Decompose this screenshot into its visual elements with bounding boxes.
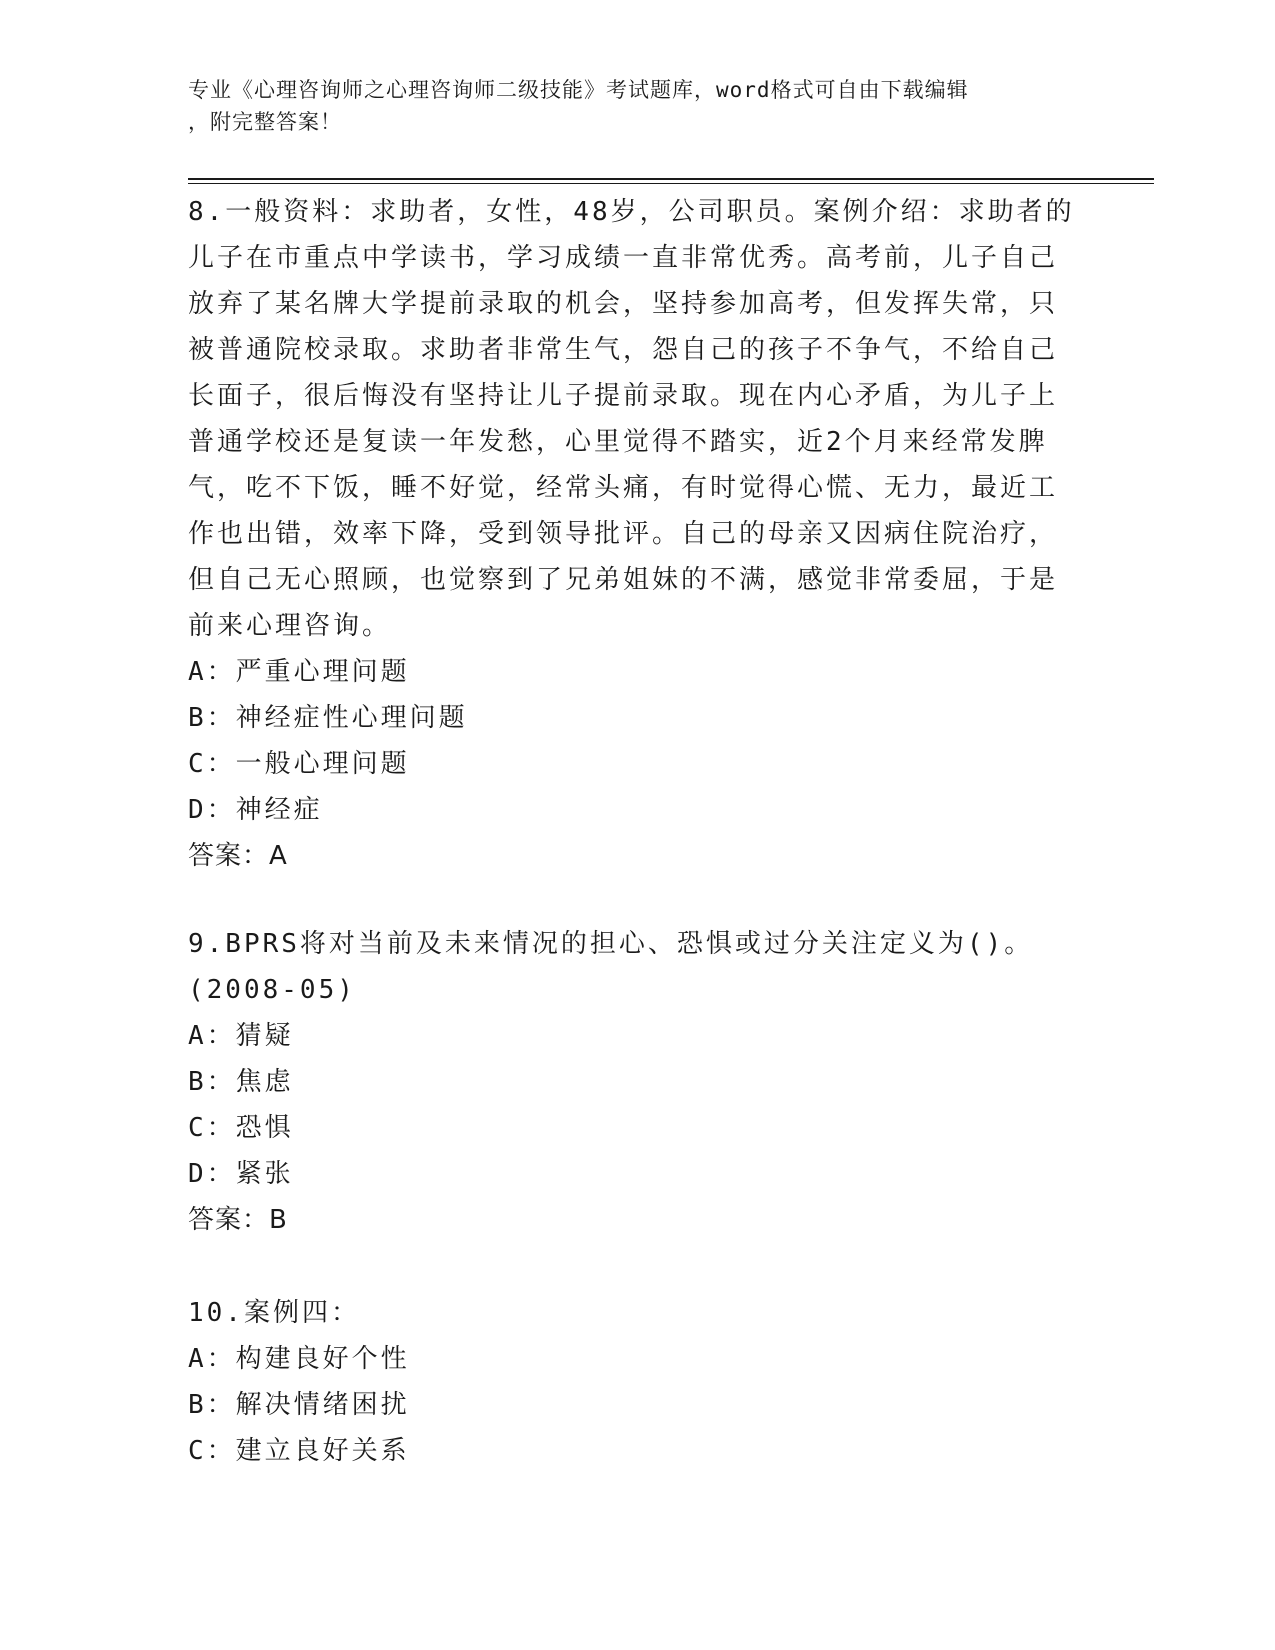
question-text-line: 放弃了某名牌大学提前录取的机会，坚持参加高考，但发挥失常，只 [188, 289, 1059, 319]
option-c: C：恐惧 [188, 1113, 294, 1143]
question-text-line: 前来心理咨询。 [188, 611, 392, 641]
answer-label: 答案：B [188, 1205, 288, 1235]
question-text-line: (2008-05) [188, 975, 356, 1005]
question-text-line: 气，吃不下饭，睡不好觉，经常头痛，有时觉得心慌、无力，最近工 [188, 473, 1059, 503]
header-rule-thick [188, 178, 1154, 180]
option-a: A：猜疑 [188, 1021, 294, 1051]
question-text-line: 8.一般资料：求助者，女性，48岁，公司职员。案例介绍：求助者的 [188, 197, 1075, 227]
option-c: C：建立良好关系 [188, 1436, 410, 1466]
question-text-line: 但自己无心照顾，也觉察到了兄弟姐妹的不满，感觉非常委屈，于是 [188, 565, 1059, 595]
option-a: A：构建良好个性 [188, 1344, 410, 1374]
question-text-line: 长面子，很后悔没有坚持让儿子提前录取。现在内心矛盾，为儿子上 [188, 381, 1059, 411]
header-rule-thin [188, 183, 1154, 184]
option-d: D：神经症 [188, 795, 323, 825]
option-d: D：紧张 [188, 1159, 294, 1189]
answer-label: 答案：A [188, 841, 288, 871]
option-b: B：神经症性心理问题 [188, 703, 468, 733]
document-header [188, 74, 1068, 138]
question-8 [188, 189, 1075, 879]
header-line: 专业《心理咨询师之心理咨询师二级技能》考试题库，word格式可自由下载编辑 [188, 78, 969, 102]
question-text-line: 普通学校还是复读一年发愁，心里觉得不踏实，近2个月来经常发脾 [188, 427, 1048, 457]
option-b: B：解决情绪困扰 [188, 1390, 410, 1420]
header-line: ，附完整答案！ [188, 110, 342, 134]
question-text-line: 儿子在市重点中学读书，学习成绩一直非常优秀。高考前，儿子自己 [188, 243, 1059, 273]
option-c: C：一般心理问题 [188, 749, 410, 779]
question-10 [188, 1290, 1068, 1474]
question-text-line: 10.案例四： [188, 1298, 360, 1328]
option-b: B：焦虑 [188, 1067, 294, 1097]
question-9 [188, 921, 1068, 1243]
question-text-line: 被普通院校录取。求助者非常生气，怨自己的孩子不争气，不给自己 [188, 335, 1059, 365]
question-text-line: 9.BPRS将对当前及未来情况的担心、恐惧或过分关注定义为()。 [188, 929, 1034, 959]
question-text-line: 作也出错，效率下降，受到领导批评。自己的母亲又因病住院治疗， [188, 519, 1059, 549]
option-a: A：严重心理问题 [188, 657, 410, 687]
